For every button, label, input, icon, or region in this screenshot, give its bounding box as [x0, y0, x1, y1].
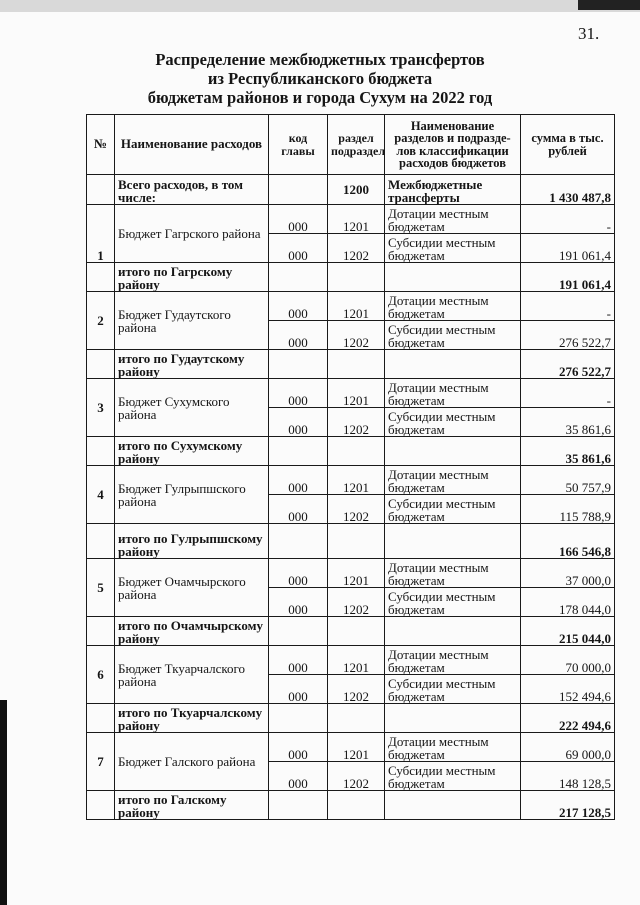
- row-amount: 70 000,0: [521, 646, 615, 675]
- row-code: 000: [269, 675, 328, 704]
- subtotal-num-cell: [87, 437, 115, 466]
- document-title: [0, 50, 640, 107]
- row-classification: Дотации местным бюджетам: [385, 466, 521, 495]
- scan-top-edge: [0, 0, 640, 12]
- row-amount: 178 044,0: [521, 588, 615, 617]
- subtotal-code-cell: [269, 437, 328, 466]
- page-number: 31.: [578, 24, 600, 43]
- subtotal-code-cell: [269, 617, 328, 646]
- subtotal-classification-cell: [385, 350, 521, 379]
- scan-corner-mark: [578, 0, 640, 10]
- row-code: 000: [269, 588, 328, 617]
- subtotal-label: итого по Гагрскому району: [115, 263, 269, 292]
- subtotal-amount: 166 546,8: [521, 524, 615, 559]
- total-section: 1200: [328, 175, 385, 205]
- subtotal-code-cell: [269, 263, 328, 292]
- row-code: 000: [269, 466, 328, 495]
- row-classification: Субсидии местным бюджетам: [385, 675, 521, 704]
- scan-left-edge: [0, 700, 7, 905]
- subtotal-num-cell: [87, 263, 115, 292]
- table-row: [87, 559, 615, 588]
- subtotal-amount: 35 861,6: [521, 437, 615, 466]
- group-number: 7: [87, 733, 115, 791]
- row-classification: Дотации местным бюджетам: [385, 292, 521, 321]
- group-number: 6: [87, 646, 115, 704]
- title-line-1: Распределение межбюджетных трансфертов: [155, 50, 485, 69]
- row-section: 1202: [328, 762, 385, 791]
- subtotal-label: итого по Очамчырскому району: [115, 617, 269, 646]
- table-row: [87, 733, 615, 762]
- row-code: 000: [269, 205, 328, 234]
- subtotal-classification-cell: [385, 704, 521, 733]
- header-section: раздел подраздел: [328, 115, 385, 175]
- header-name: Наименование расходов: [115, 115, 269, 175]
- subtotal-section-cell: [328, 263, 385, 292]
- subtotal-section-cell: [328, 791, 385, 820]
- subtotal-num-cell: [87, 704, 115, 733]
- row-section: 1202: [328, 234, 385, 263]
- subtotal-num-cell: [87, 350, 115, 379]
- header-code: код главы: [269, 115, 328, 175]
- subtotal-classification-cell: [385, 263, 521, 292]
- row-section: 1202: [328, 588, 385, 617]
- table-row: [87, 292, 615, 321]
- row-amount: 115 788,9: [521, 495, 615, 524]
- row-classification: Дотации местным бюджетам: [385, 559, 521, 588]
- row-classification: Субсидии местным бюджетам: [385, 408, 521, 437]
- row-classification: Дотации местным бюджетам: [385, 646, 521, 675]
- row-section: 1202: [328, 408, 385, 437]
- row-classification: Субсидии местным бюджетам: [385, 762, 521, 791]
- row-amount: -: [521, 379, 615, 408]
- subtotal-amount: 217 128,5: [521, 791, 615, 820]
- row-amount: 37 000,0: [521, 559, 615, 588]
- group-name: Бюджет Ткуарчалского района: [115, 646, 269, 704]
- row-classification: Дотации местным бюджетам: [385, 379, 521, 408]
- total-num-cell: [87, 175, 115, 205]
- row-section: 1201: [328, 733, 385, 762]
- row-classification: Дотации местным бюджетам: [385, 205, 521, 234]
- subtotal-row: [87, 263, 615, 292]
- subtotal-section-cell: [328, 437, 385, 466]
- group-number: 5: [87, 559, 115, 617]
- group-name: Бюджет Галского района: [115, 733, 269, 791]
- group-number: 2: [87, 292, 115, 350]
- header-num: №: [87, 115, 115, 175]
- row-code: 000: [269, 646, 328, 675]
- total-row: [87, 175, 615, 205]
- group-number: 1: [87, 205, 115, 263]
- subtotal-section-cell: [328, 524, 385, 559]
- subtotal-num-cell: [87, 524, 115, 559]
- row-classification: Субсидии местным бюджетам: [385, 588, 521, 617]
- row-code: 000: [269, 733, 328, 762]
- table-row: [87, 646, 615, 675]
- row-section: 1201: [328, 292, 385, 321]
- row-classification: Дотации местным бюджетам: [385, 733, 521, 762]
- row-code: 000: [269, 379, 328, 408]
- subtotal-row: [87, 350, 615, 379]
- total-code: [269, 175, 328, 205]
- header-amount: сумма в тыс. рублей: [521, 115, 615, 175]
- group-number: 4: [87, 466, 115, 524]
- row-amount: -: [521, 292, 615, 321]
- title-line-3: бюджетам районов и города Сухум на 2022 год: [147, 88, 493, 107]
- total-amount: 1 430 487,8: [521, 175, 615, 205]
- table-row: [87, 379, 615, 408]
- total-classification: Межбюджетные трансферты: [385, 175, 521, 205]
- group-name: Бюджет Гагрского района: [115, 205, 269, 263]
- table-row: [87, 205, 615, 234]
- subtotal-row: [87, 437, 615, 466]
- subtotal-row: [87, 704, 615, 733]
- subtotal-label: итого по Ткуарчалскому району: [115, 704, 269, 733]
- row-code: 000: [269, 762, 328, 791]
- row-code: 000: [269, 408, 328, 437]
- subtotal-classification-cell: [385, 617, 521, 646]
- row-section: 1201: [328, 379, 385, 408]
- row-amount: 152 494,6: [521, 675, 615, 704]
- subtotal-section-cell: [328, 704, 385, 733]
- subtotal-code-cell: [269, 524, 328, 559]
- row-classification: Субсидии местным бюджетам: [385, 234, 521, 263]
- subtotal-row: [87, 617, 615, 646]
- group-name: Бюджет Очамчырского района: [115, 559, 269, 617]
- subtotal-num-cell: [87, 791, 115, 820]
- subtotal-row: [87, 524, 615, 559]
- subtotal-classification-cell: [385, 791, 521, 820]
- row-amount: 50 757,9: [521, 466, 615, 495]
- row-code: 000: [269, 234, 328, 263]
- table-row: [87, 466, 615, 495]
- subtotal-label: итого по Галскому району: [115, 791, 269, 820]
- row-section: 1201: [328, 205, 385, 234]
- subtotal-amount: 191 061,4: [521, 263, 615, 292]
- row-section: 1201: [328, 466, 385, 495]
- group-name: Бюджет Гулрыпшского района: [115, 466, 269, 524]
- group-number: 3: [87, 379, 115, 437]
- group-name: Бюджет Сухумского района: [115, 379, 269, 437]
- row-amount: 35 861,6: [521, 408, 615, 437]
- group-name: Бюджет Гудаутского района: [115, 292, 269, 350]
- row-section: 1202: [328, 495, 385, 524]
- subtotal-section-cell: [328, 350, 385, 379]
- row-section: 1202: [328, 321, 385, 350]
- header-classification: Наименование разделов и подразде-лов классификации расходов бюджетов: [385, 115, 521, 175]
- total-name: Всего расходов, в том числе:: [115, 175, 269, 205]
- subtotal-amount: 222 494,6: [521, 704, 615, 733]
- subtotal-row: [87, 791, 615, 820]
- row-section: 1202: [328, 675, 385, 704]
- subtotal-amount: 276 522,7: [521, 350, 615, 379]
- row-code: 000: [269, 495, 328, 524]
- row-classification: Субсидии местным бюджетам: [385, 495, 521, 524]
- transfers-table: [86, 114, 615, 820]
- row-section: 1201: [328, 559, 385, 588]
- subtotal-classification-cell: [385, 437, 521, 466]
- row-code: 000: [269, 321, 328, 350]
- row-code: 000: [269, 292, 328, 321]
- title-line-2: из Республиканского бюджета: [207, 69, 433, 88]
- subtotal-code-cell: [269, 704, 328, 733]
- subtotal-code-cell: [269, 350, 328, 379]
- subtotal-label: итого по Гудаутскому району: [115, 350, 269, 379]
- row-classification: Субсидии местным бюджетам: [385, 321, 521, 350]
- subtotal-section-cell: [328, 617, 385, 646]
- subtotal-amount: 215 044,0: [521, 617, 615, 646]
- row-section: 1201: [328, 646, 385, 675]
- row-amount: 148 128,5: [521, 762, 615, 791]
- row-code: 000: [269, 559, 328, 588]
- subtotal-label: итого по Сухумскому району: [115, 437, 269, 466]
- row-amount: -: [521, 205, 615, 234]
- header-row: [87, 115, 615, 175]
- row-amount: 276 522,7: [521, 321, 615, 350]
- subtotal-num-cell: [87, 617, 115, 646]
- subtotal-code-cell: [269, 791, 328, 820]
- row-amount: 191 061,4: [521, 234, 615, 263]
- subtotal-classification-cell: [385, 524, 521, 559]
- subtotal-label: итого по Гулрыпшскому району: [115, 524, 269, 559]
- row-amount: 69 000,0: [521, 733, 615, 762]
